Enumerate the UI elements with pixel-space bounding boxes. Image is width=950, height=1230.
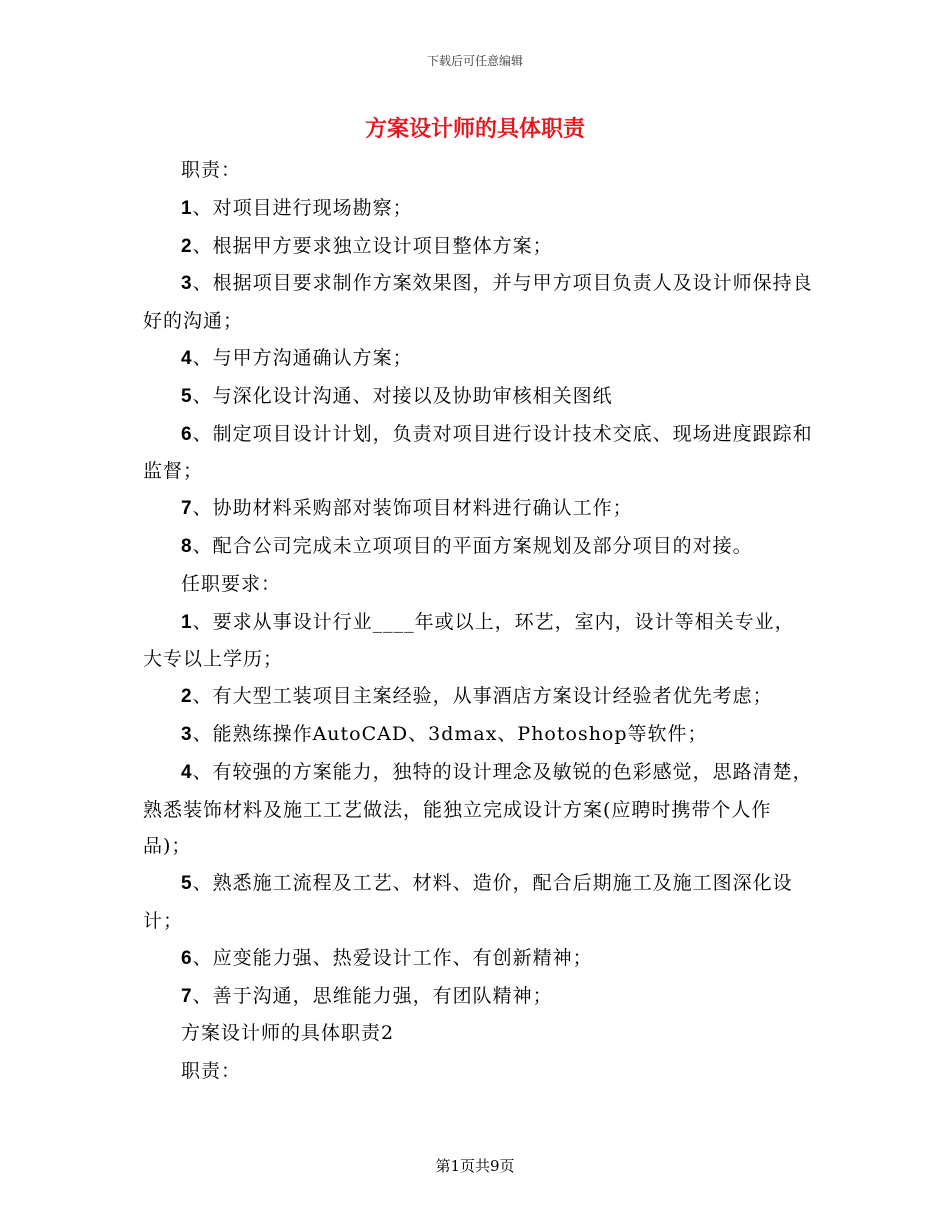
paragraph: 4、与甲方沟通确认方案； bbox=[181, 346, 413, 369]
paragraph: 5、与深化设计沟通、对接以及协助审核相关图纸 bbox=[181, 384, 613, 407]
paragraph: 方案设计师的具体职责2 bbox=[181, 1022, 395, 1045]
paragraph: 6、制定项目设计计划，负责对项目进行设计技术交底、现场进度跟踪和监督； bbox=[143, 422, 813, 483]
document-title: 方案设计师的具体职责 bbox=[364, 116, 585, 142]
paragraph: 1、要求从事设计行业____年或以上，环艺，室内，设计等相关专业，大专以上学历； bbox=[143, 610, 795, 671]
paragraph: 8、配合公司完成未立项项目的平面方案规划及部分项目的对接。 bbox=[181, 534, 753, 557]
paragraph: 2、有大型工装项目主案经验，从事酒店方案设计经验者优先考虑； bbox=[181, 685, 773, 708]
paragraph: 5、熟悉施工流程及工艺、材料、造价，配合后期施工及施工图深化设计； bbox=[143, 872, 793, 932]
paragraph: 2、根据甲方要求独立设计项目整体方案； bbox=[181, 234, 553, 257]
page-footer: 第1页共9页 bbox=[435, 1157, 515, 1175]
paragraph: 3、根据项目要求制作方案效果图，并与甲方项目负责人及设计师保持良好的沟通； bbox=[143, 272, 813, 333]
paragraph: 1、对项目进行现场勘察； bbox=[181, 196, 413, 219]
paragraph: 7、善于沟通，思维能力强，有团队精神； bbox=[181, 984, 553, 1007]
paragraph: 4、有较强的方案能力，独特的设计理念及敏锐的色彩感觉，思路清楚，熟悉装饰材料及施工工艺做法，能独立完成设计方案(应聘时携带个人作品)； bbox=[143, 760, 813, 858]
document-body bbox=[143, 152, 813, 1091]
paragraph: 职责： bbox=[181, 1060, 242, 1083]
paragraph: 7、协助材料采购部对装饰项目材料进行确认工作； bbox=[181, 497, 633, 520]
paragraph: 职责： bbox=[181, 159, 242, 181]
page-header: 下载后可任意编辑 bbox=[426, 54, 523, 68]
paragraph: 任职要求： bbox=[181, 572, 282, 595]
paragraph: 6、应变能力强、热爱设计工作、有创新精神； bbox=[181, 946, 593, 969]
paragraph: 3、能熟练操作AutoCAD、3dmax、Photoshop等软件； bbox=[181, 722, 708, 745]
